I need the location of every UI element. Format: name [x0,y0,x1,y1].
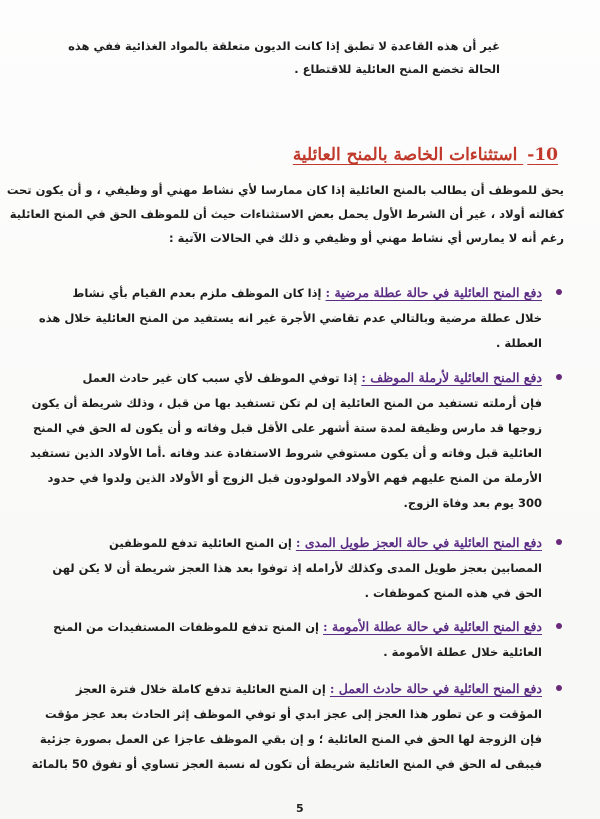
bullet-text: إذا توفي الموظف لأي سبب كان غير حادث العمل [82,371,358,385]
bullet-text: خلال عطلة مرضية وبالتالي عدم تقاضي الأجرة غير انه يستفيد من المنح العائلية خلال هذه [38,311,542,325]
section-body [6,178,564,250]
bullet-dot-icon [556,539,562,545]
bullet-dot-icon [556,374,562,380]
bullet-text: فإن الزوجة لها الحق في المنح العائلية ؛ و إن بقي الموظف عاجزا عن العمل بصورة جزئية [39,732,542,746]
bullet-item [52,530,542,606]
body-line: كفالته أولاد ، غير أن الشرط الأول يحمل بعض الاستثناءات حيث أن للموظف الحق في المنح العائلية [9,207,564,221]
bullet-text: إذا كان الموظف ملزم بعدم القيام بأي نشاط [72,286,322,300]
bullet-title: دفع المنح العائلية في حالة عطلة مرضية : [325,285,542,300]
bullet-text: زوجها قد مارس وظيفة لمدة ستة أشهر على الأقل قبل وفاته و أن يكون له الحق في المنح [32,421,542,435]
intro-line: الحالة تخضع المنح العائلية للاقتطاع . [294,62,500,76]
bullet-text: إن المنح العائلية تدفع كاملة خلال فترة العجز [75,682,326,696]
bullet-text: إن المنح تدفع للموظفات المستفيدات من المنح [53,620,319,634]
bullet-title: دفع المنح العائلية في حالة عطلة الأمومة : [323,619,542,634]
bullet-item [29,365,542,516]
bullet-title: دفع المنح العائلية في حالة العجز طويل المدى : [295,535,542,550]
body-line: رغم أنه لا يمارس أي نشاط مهني أو وظيفي و ذلك في الحالات الآتية : [169,231,564,245]
section-heading [293,145,558,165]
bullet-text: 300 يوم بعد وفاة الزوج. [403,496,542,510]
bullet-item [38,280,542,356]
bullet-text: العطلة . [496,336,542,350]
bullet-text: العائلية خلال عطلة الأمومة . [383,645,542,659]
bullet-text: المصابين بعجز طويل المدى وكذلك لأرامله إذ توفوا بعد هذا العجز شريطة أن لا يكن لهن [52,561,542,575]
section-number: 10- [527,145,558,165]
bullet-item [31,676,542,777]
bullet-item [53,614,542,665]
bullet-title: دفع المنح العائلية لأرملة الموظف : [361,370,542,385]
bullet-dot-icon [556,685,562,691]
bullet-text: العائلية قبل وفاته و أن يكون مستوفي شروط الاستفادة عند وفاته .أما الأولاد الذين تستفيد [29,446,542,460]
body-line: يحق للموظف أن يطالب بالمنح العائلية إذا كان ممارسا لأي نشاط مهني أو وظيفي ، و أن يكون تحت [6,183,564,197]
intro-line: غير أن هذه القاعدة لا تطبق إذا كانت الديون متعلقة بالمواد الغذائية ففي هذه [68,39,500,53]
bullet-text: الحق في هذه المنح كموظفات . [364,586,542,600]
bullet-text: الأرملة من المنح عليهم فهم الأولاد المولودون قبل الزوج أو الأولاد الذين ولدوا في حدود [47,471,542,485]
intro-paragraph [70,35,500,81]
bullet-title: دفع المنح العائلية في حالة حادث العمل : [329,681,542,696]
section-title: استثناءات الخاصة بالمنح العائلية [292,145,518,165]
bullet-text: إن المنح العائلية تدفع للموظفين [108,536,292,550]
bullet-dot-icon [556,289,562,295]
bullet-text: فإن أرملته تستفيد من المنح العائلية إن لم تكن تستفيد بها من قبل ، وذلك شريطة أن يكون [31,396,542,410]
bullet-text: فيبقى له الحق في المنح العائلية شريطة أن تكون له نسبة العجز تساوي أو تفوق 50 بالمائة [31,757,542,771]
bullet-dot-icon [556,623,562,629]
bullet-text: المؤقت و عن تطور هذا العجز إلى عجز ابدي أو توفي الموظف إثر الحادث بعد عجز مؤقت [44,707,542,721]
page-number: 5 [296,802,304,815]
